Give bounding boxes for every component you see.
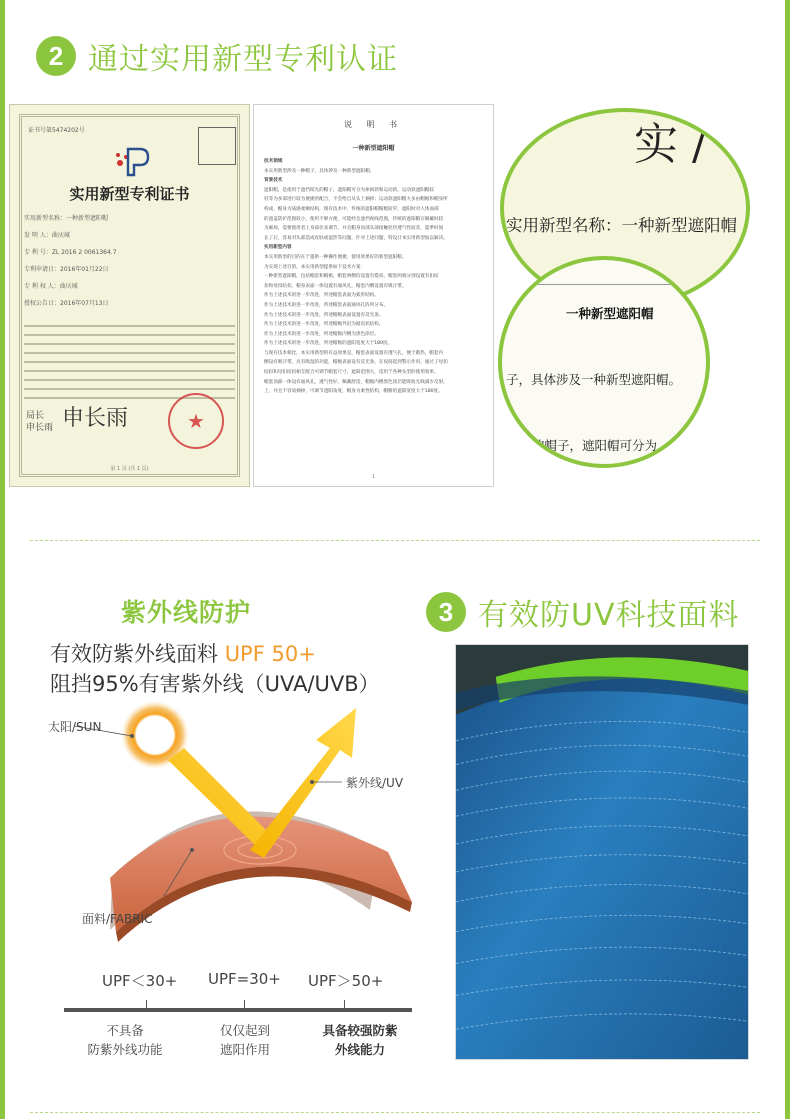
upf-scale-bar [64, 1008, 412, 1012]
uv-feature-line-1 [50, 638, 316, 668]
document-paragraph: 作为上述技术的进一步改进，所述帽檐外沿为锯齿状结构。 [264, 322, 384, 328]
certificate-signature-label: 局长 申长雨 [26, 411, 54, 433]
document-paragraph: 为实现上述目的，本实用新型提供如下技术方案： [264, 264, 366, 270]
patent-description-document [253, 104, 494, 487]
document-paragraph: 一种新型遮阳帽，包括帽套和帽檐，帽套两侧均设置有搭扣。帽套两端分别设置有扣结 [264, 274, 439, 280]
certificate-field: 专 利 权 人：曲庆城 [24, 283, 78, 290]
document-paragraph: 本实用新型的目的在于提供一种操作便捷、使用效果好的新型遮阳帽。 [264, 254, 407, 260]
document-paragraph: 帽套顶部一体设有通风孔，透气性好，佩戴舒适，帽檐内侧黑色涂层能吸收光线减少反射。 [264, 379, 448, 385]
certificate-field: 专 利 号：ZL 2016 2 0061364.7 [24, 249, 117, 256]
uv-feature-line-2: 阻挡95%有害紫外线（UVA/UVB） [50, 672, 380, 696]
certificate-footer: 第 1 页 (共 1 页) [110, 466, 149, 472]
document-paragraph: 作为上述技术的进一步改进，所述帽套表面通风孔阵列分布。 [264, 302, 389, 308]
official-seal-icon: ★ [168, 393, 224, 449]
document-paragraph: 实用新型内容 [264, 245, 292, 251]
section-divider [30, 540, 760, 541]
document-paragraph: 作为上述技术的进一步改进，所述帽檐内侧为黑色涂层。 [264, 331, 379, 337]
certificate-fields [24, 213, 235, 315]
document-paragraph: 作为上述技术的进一步改进，所述帽套表面为弧形结构。 [264, 293, 379, 299]
certificate-field: 专利申请日：2016年01月22日 [24, 266, 109, 273]
document-paragraph: 背景技术 [264, 178, 283, 184]
certificate-stamp [198, 127, 236, 165]
document-subtitle: 一种新型遮阳帽 [352, 145, 395, 152]
document-paragraph: 技术领域 [264, 159, 283, 164]
document-paragraph: 作为上述技术的进一步改进，所述帽檐表面设置有反光条。 [264, 312, 384, 318]
upf-highlight: UPF 50+ [224, 642, 316, 666]
certificate-field: 实用新型名称：一种新型遮阳帽 [24, 215, 109, 222]
zoom-circle-document [498, 256, 710, 468]
document-body [264, 157, 483, 397]
document-paragraph: 侧设有吸汗带，具有吸湿的功能，帽檐表面设有反光条，在夜间起到警示作用，通过子母扣 [264, 360, 448, 366]
patent-certificate-image [9, 104, 250, 487]
section-number-badge: 2 [36, 36, 76, 76]
certificate-field: 授权公告日：2016年07月13日 [24, 300, 109, 307]
fabric-label: 面料/FABRIC [82, 912, 153, 926]
zoom-large-characters: 实 / [634, 119, 707, 170]
certificate-field: 发 明 人：曲庆城 [24, 232, 70, 239]
bottom-divider [30, 1112, 760, 1113]
document-paragraph: 为麻烦，需要使用者上身部位来调节，并且帽身顶部头部接触处热透气性较差，夏季时间 [264, 226, 444, 232]
uv-protection-title: 紫外线防护 [121, 598, 252, 627]
upf-scale-tick [146, 1000, 147, 1012]
section-number-badge: 3 [426, 592, 466, 632]
certificate-title: 实用新型专利证书 [69, 185, 190, 203]
section-2-header [36, 34, 398, 78]
document-paragraph: 长了后，容易对头部造成皮肤或湿热等问题，针对上述问题，特设计本实用新型加以解决。 [264, 235, 448, 241]
document-page-number: 1 [371, 474, 376, 480]
section-title: 有效防UV科技面料 [478, 598, 740, 633]
document-title: 说 明 书 [343, 120, 404, 129]
document-paragraph: 上，并且不容易摘掉，可调节遮阳角度，帽身为柔性结构，帽檐的遮阳宽度大于180度。 [264, 389, 443, 395]
document-paragraph: 构成，帽身为质感柔顺结构，现有技术中，传统的遮阳帽帽檐较窄，遮阳时对人体面部 [264, 206, 439, 212]
document-paragraph: 扣和母扣结扣，帽身表面一体设置有通风孔，帽套内侧设置有吸汗带。 [264, 283, 407, 289]
upf-level-low: UPF＜30+ [102, 972, 178, 990]
document-paragraph: 作为上述技术的进一步改进，所述帽檐的遮阳宽度大于180度。 [264, 341, 393, 347]
upf-desc-mid: 仅仅起到 遮阳作用 [219, 1023, 270, 1057]
uv-label: 紫外线/UV [346, 776, 404, 790]
zoom-document-line: 的帽子，遮阳帽可分为 [532, 438, 658, 453]
document-paragraph: 轻等为多部进行较为便捷的配合，不会给自从头上摘掉；运动款遮阳帽大多由帽檐和帽身所 [264, 197, 448, 203]
document-paragraph: 与现有技术相比，本实用新型的有益效果是，帽套表面设置有透气孔，便于散热，帽套内 [264, 350, 444, 356]
zoom-utility-model-name: 实用新型名称：一种新型遮阳帽 [506, 216, 737, 235]
upf-scale-tick [244, 1000, 245, 1012]
upf-level-high: UPF＞50+ [308, 972, 384, 990]
upf-level-mid: UPF=30+ [208, 970, 281, 988]
sun-label: 太阳/SUN [48, 720, 102, 734]
document-paragraph: 遮阳帽，是指用于遮挡阳光的帽子，遮阳帽可分为休闲款和运动款，运动款遮阳帽较 [264, 187, 434, 193]
uv-pointer-dot [310, 780, 314, 784]
upf-desc-high: 具备较强防紫 外线能力 [322, 1023, 398, 1057]
document-paragraph: 的遮盖防护范围较小，使用不够方便，可能经会遮挡视线范围，传统的遮阳帽在佩戴时较 [264, 216, 444, 222]
document-paragraph: 本实用新型涉及一种帽子，具体涉及一种新型遮阳帽。 [264, 168, 375, 174]
upf-desc-low: 不具备 防紫外线功能 [87, 1023, 163, 1057]
document-paragraph: 结扣和母扣结扣相互配合可调节帽套尺寸，遮阳范围大，适用于各种头型的使用效果。 [264, 370, 439, 376]
certificate-number: 证书号第5474202号 [28, 127, 85, 134]
uv-feature-text: 有效防紫外线面料 [50, 642, 225, 666]
patent-office-logo-icon [110, 145, 150, 177]
certificate-signature: 申长雨 [62, 406, 129, 431]
upf-scale-tick [344, 1000, 345, 1012]
zoom-rule [502, 284, 706, 285]
zoom-document-title: 一种新型遮阳帽 [566, 306, 654, 321]
sun-pointer-dot [130, 734, 134, 738]
section-3-header [426, 590, 739, 634]
zoom-document-line: 子，具体涉及一种新型遮阳帽。 [506, 372, 682, 387]
uv-fabric-photo [455, 644, 749, 1060]
fabric-pointer-dot [190, 848, 194, 852]
section-title: 通过实用新型专利认证 [88, 42, 398, 77]
